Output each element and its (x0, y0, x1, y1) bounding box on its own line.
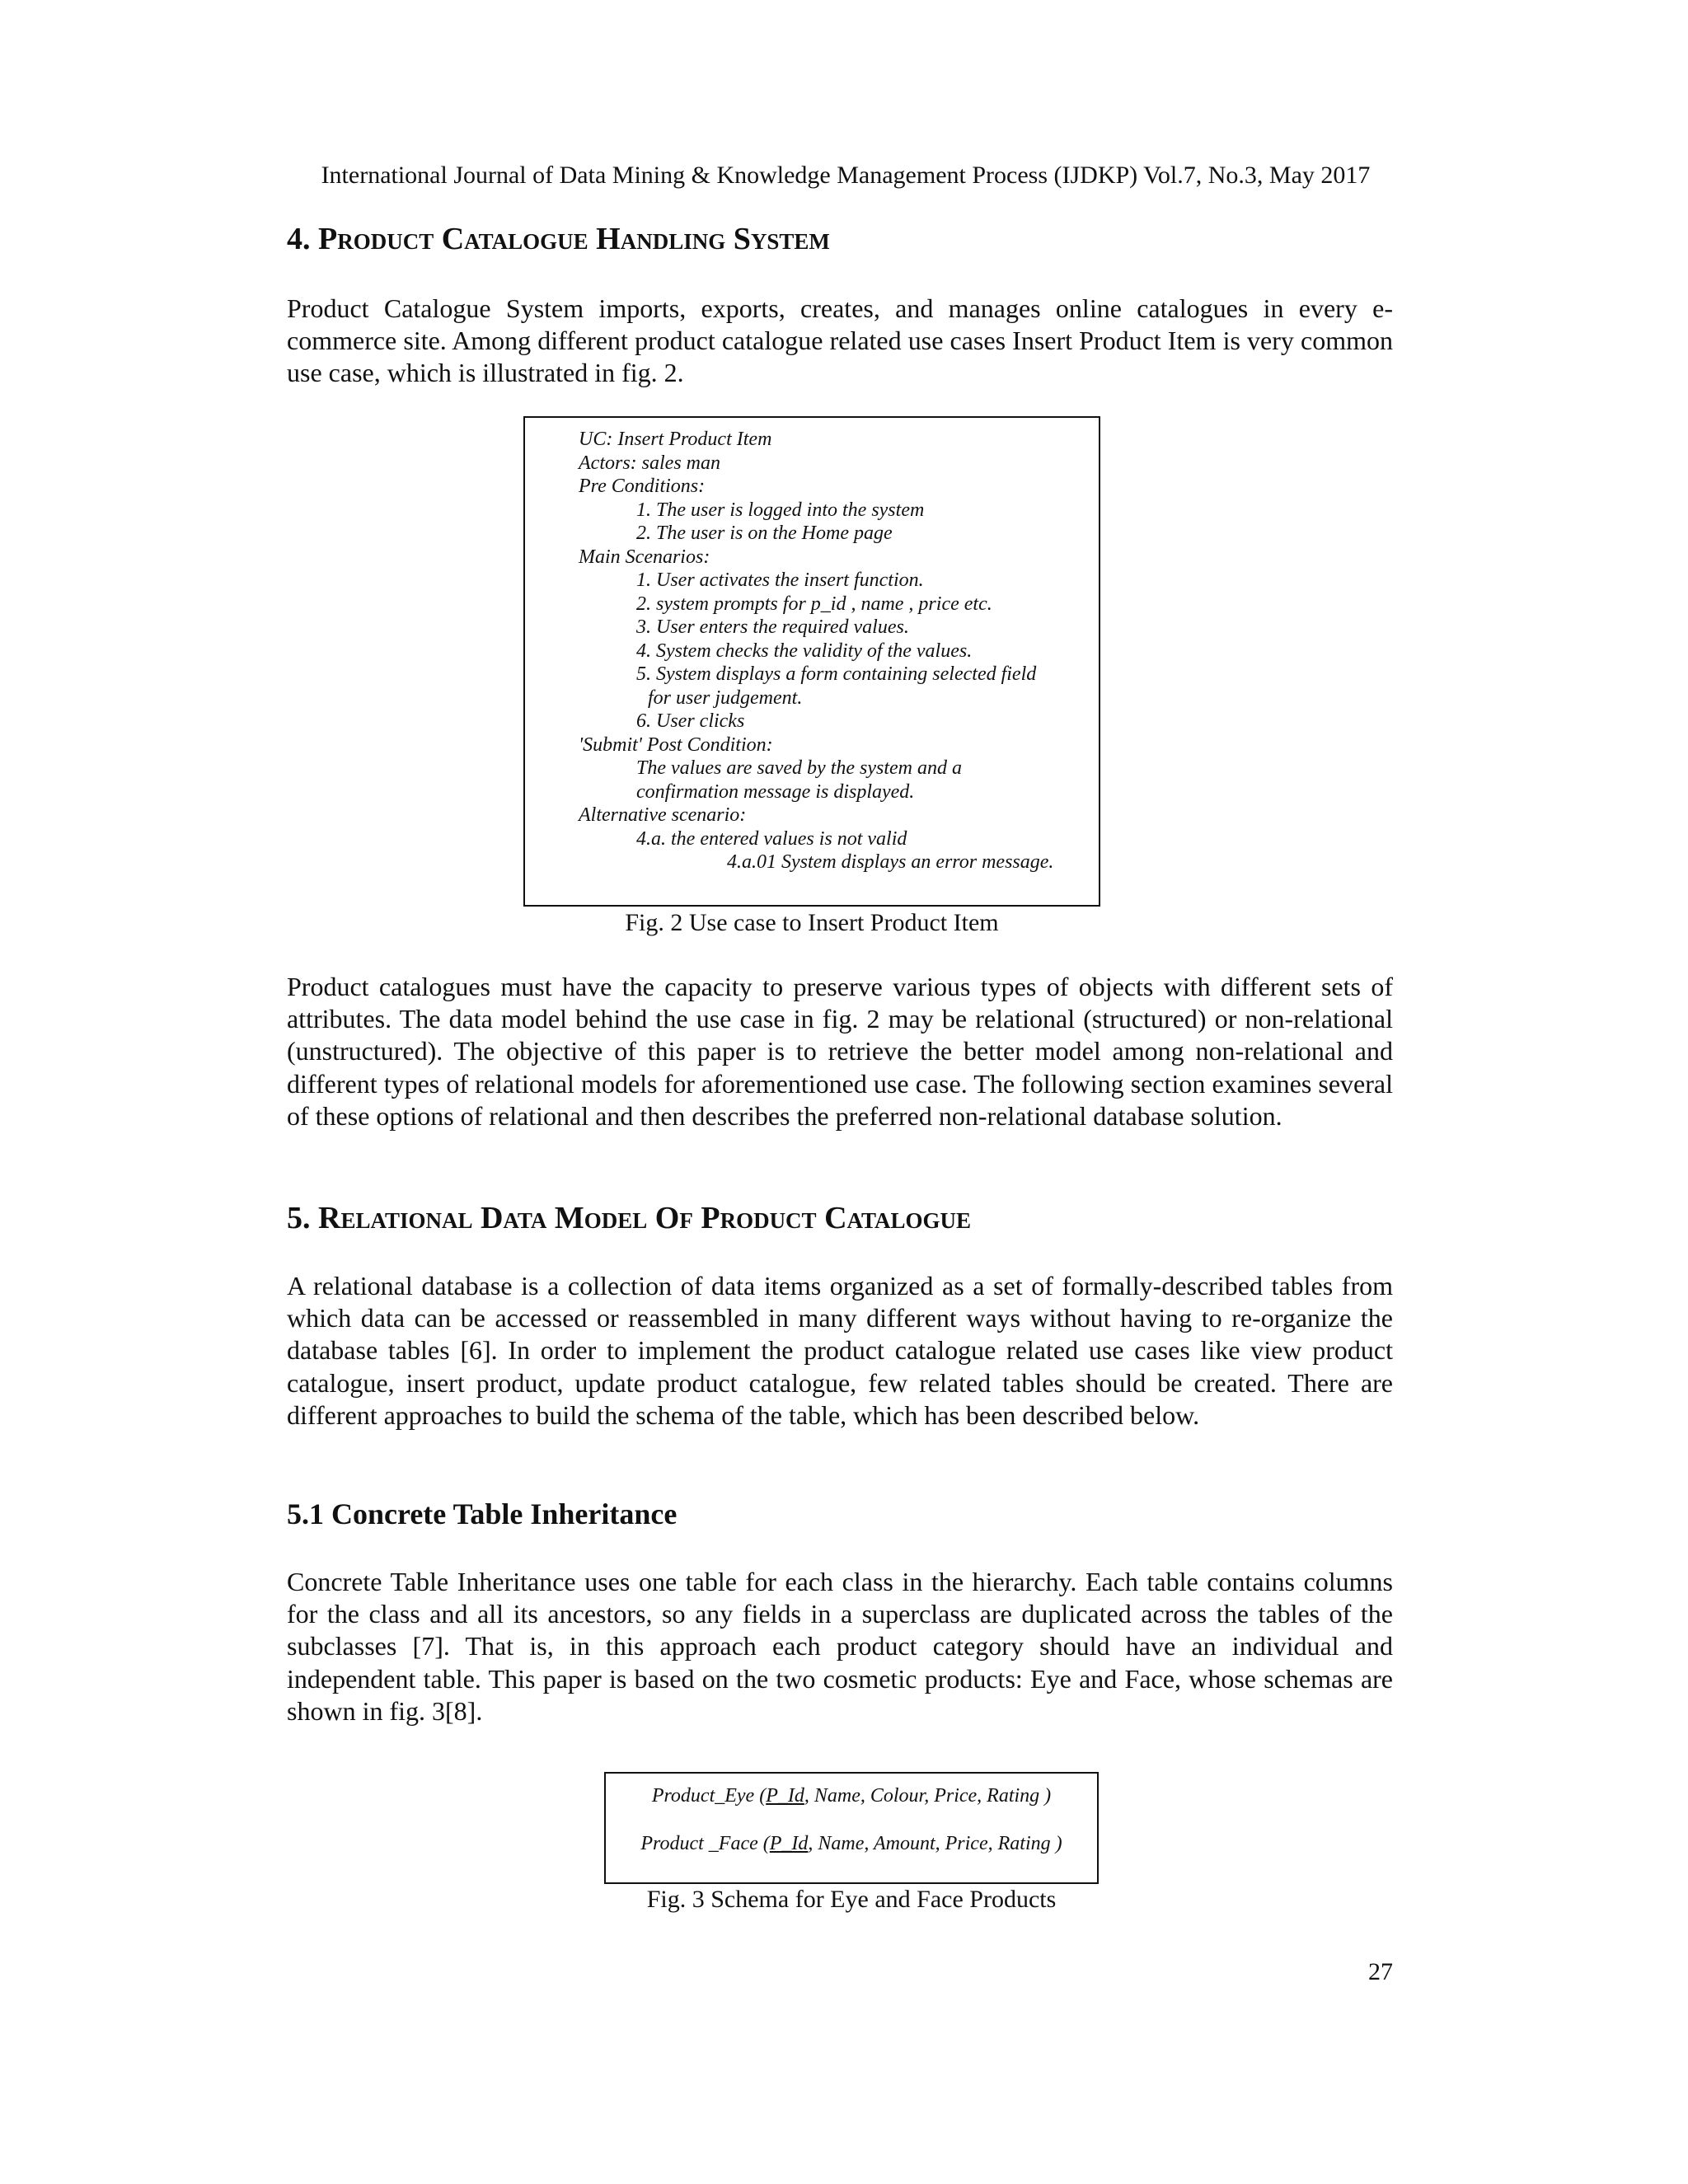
figure-2-caption: Fig. 2 Use case to Insert Product Item (625, 909, 999, 936)
uc-line: for user judgement. (648, 687, 803, 709)
uc-line: 1. User activates the insert function. (636, 569, 924, 591)
uc-line: 2. system prompts for p_id , name , price etc. (636, 593, 992, 615)
figure-3-caption: Fig. 3 Schema for Eye and Face Products (646, 1886, 1057, 1913)
uc-line: Actors: sales man (579, 452, 720, 474)
uc-line: 2. The user is on the Home page (636, 523, 893, 544)
uc-line: 4.a. the entered values is not valid (636, 827, 907, 850)
uc-line: 1. The user is logged into the system (636, 499, 925, 521)
section-5-1-paragraph: Concrete Table Inheritance uses one table for each class in the hierarchy. Each table contains columns for the class and all its ancestors, so any fields in a superclass are duplicated across the tables of the subclasses [7]. That is, in this approach each product category should have an individual and independent table. This paper is based on the two cosmetic products: Eye and Face, whose schemas are shown in fig. 3[8]. (287, 1567, 1393, 1726)
uc-line: 'Submit' Post Condition: (579, 733, 773, 756)
uc-line: Main Scenarios: (579, 546, 710, 568)
section-5-heading (287, 1200, 971, 1236)
uc-line: Pre Conditions: (579, 476, 706, 497)
schema-eye-table: Product_Eye ( (651, 1785, 767, 1807)
schema-face-table: Product _Face ( (640, 1833, 770, 1854)
section-4-number: 4. (287, 222, 311, 256)
schema-eye-key: P_Id (766, 1785, 804, 1807)
uc-line: The values are saved by the system and a (636, 757, 963, 779)
uc-line: confirmation message is displayed. (636, 780, 915, 803)
uc-line: 3. User enters the required values. (636, 616, 909, 638)
journal-header: International Journal of Data Mining & Knowledge Management Process (IJDKP) Vol.7, No.3, May 2017 (321, 162, 1371, 189)
uc-line: 4. System checks the validity of the values. (636, 640, 973, 662)
section-5-1-heading: 5.1 Concrete Table Inheritance (287, 1497, 678, 1530)
uc-line: 4.a.01 System displays an error message. (727, 851, 1054, 873)
schema-box (604, 1772, 1099, 1884)
section-4-heading (287, 221, 830, 257)
uc-line: UC: Insert Product Item (579, 429, 772, 450)
section-4-title: Product Catalogue Handling System (318, 222, 830, 256)
uc-line: 5. System displays a form containing selected field (636, 663, 1037, 685)
schema-row-face (606, 1833, 1097, 1855)
schema-face-key: P_Id (769, 1833, 809, 1854)
section-5-title: Relational Data Model Of Product Catalogue (318, 1201, 972, 1235)
use-case-box (523, 416, 1100, 907)
section-5-paragraph: A relational database is a collection of data items organized as a set of formally-described tables from which data can be accessed or reassembled in many different ways without having to re-organize the database tables [6]. In order to implement the product catalogue related use cases like view product catalogue, insert product, update product catalogue, few related tables should be created. There are different approaches to build the schema of the table, which has been described below. (287, 1271, 1393, 1430)
uc-line: 6. User clicks (636, 710, 745, 732)
schema-eye-fields: , Name, Colour, Price, Rating ) (804, 1785, 1052, 1807)
section-5-number: 5. (287, 1201, 311, 1235)
paragraph-after-fig2: Product catalogues must have the capacity to preserve various types of objects with different sets of attributes. The data model behind the use case in fig. 2 may be relational (structured) or non-relational (unstructured). The objective of this paper is to retrieve the better model among non-relational and different types of relational models for aforementioned use case. The following section examines several of these options of relational and then describes the preferred non-relational database solution. (287, 972, 1393, 1131)
schema-row-eye (606, 1785, 1097, 1807)
schema-face-fields: , Name, Amount, Price, Rating ) (808, 1833, 1062, 1854)
uc-line: Alternative scenario: (579, 804, 747, 826)
page-number: 27 (1368, 1958, 1393, 1985)
use-case-text (579, 428, 1053, 874)
section-4-paragraph: Product Catalogue System imports, exports, creates, and manages online catalogues in every e-commerce site. Among different product catalogue related use cases Insert Product Item is very common use case, which is illustrated in fig. 2. (287, 293, 1393, 388)
